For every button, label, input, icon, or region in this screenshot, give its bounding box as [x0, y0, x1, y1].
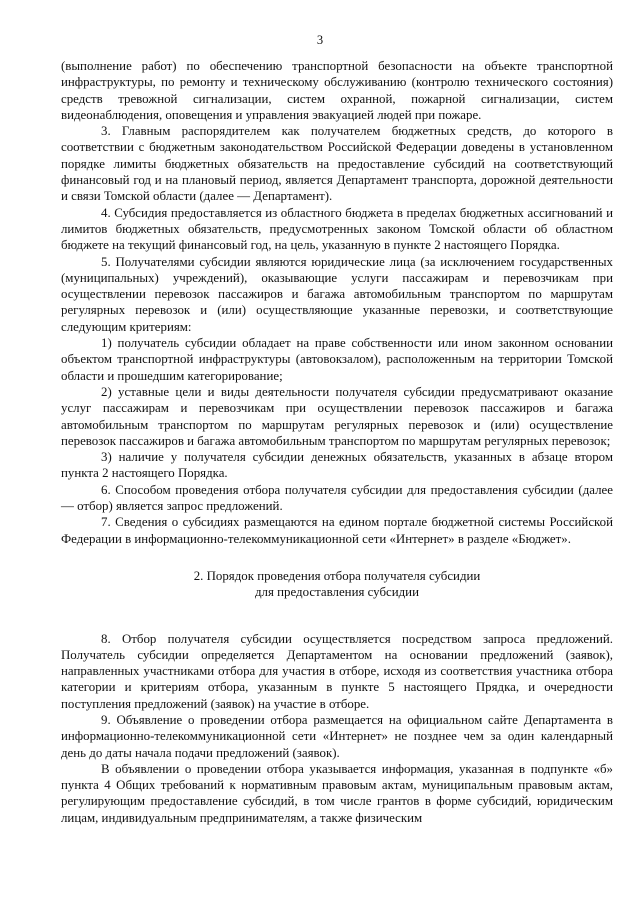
criterion-1: 1) получатель субсидии обладает на праве собственности или ином законном основании объектом транспортной инфраструктуры (автовокзалом), расположенным на территории Томской области и прошедшим категорирование; [61, 336, 613, 383]
paragraph-continuation: (выполнение работ) по обеспечению транспортной безопасности на объекте транспортной инфраструктуры, по ремонту и техническому обслуживанию (контролю технического состояния) средств тревожной сигнализации, систем охранной, пожарной сигнализации, систем видеонаблюдения, оповещения и управления эвакуацией людей при пожаре. [61, 59, 613, 122]
paragraph-5: 5. Получателями субсидии являются юридические лица (за исключением государственных (муниципальных) учреждений), оказывающие услуги пассажирам и перевозчикам при осуществлении перевозок пассажиров и багажа автомобильным транспортом по маршрутам регулярных перевозок и (или) осуществляющие указанные перевозки, и соответствующие следующим критериям: [61, 254, 613, 334]
document-body [61, 58, 613, 826]
section-heading-line-2: для предоставления субсидии [255, 585, 419, 600]
criterion-3: 3) наличие у получателя субсидии денежных обязательств, указанных в абзаце втором пункта 2 настоящего Порядка. [61, 450, 613, 481]
section-heading [61, 568, 613, 601]
paragraph-9-continuation: В объявлении о проведении отбора указывается информация, указанная в подпункте «б» пункта 4 Общих требований к нормативным правовым актам, муниципальным правовым актам, регулирующим предоставление субсидий, в том числе грантов в форме субсидий, юридическим лицам, индивидуальным предпринимателям, а также физическим [61, 761, 613, 825]
paragraph-9: 9. Объявление о проведении отбора размещается на официальном сайте Департамента в информационно-телекоммуникационной сети «Интернет» не позднее чем за один календарный день до даты начала подачи предложений (заявок). [61, 712, 613, 760]
paragraph-7: 7. Сведения о субсидиях размещаются на едином портале бюджетной системы Российской Федерации в информационно-телекоммуникационной сети «Интернет» в разделе «Бюджет». [61, 515, 613, 546]
paragraph-6: 6. Способом проведения отбора получателя субсидии для предоставления субсидии (далее — отбор) является запрос предложений. [61, 482, 613, 514]
page-number: 3 [316, 33, 324, 47]
paragraph-3: 3. Главным распорядителем как получателем бюджетных средств, до которого в соответствии с бюджетным законодательством Российской Федерации доведены в установленном порядке лимиты бюджетных обязательств на предоставление субсидий на соответствующий финансовый год и на плановый период, является Департамент транспорта, дорожной деятельности и связи Томской области (далее — Департамент). [61, 124, 613, 204]
paragraph-4: 4. Субсидия предоставляется из областного бюджета в пределах бюджетных ассигнований и лимитов бюджетных обязательств, предусмотренных законом Томской области об областном бюджете на текущий финансовый год, на цель, указанную в пункте 2 настоящего Порядка. [61, 205, 613, 253]
section-heading-line-1: 2. Порядок проведения отбора получателя субсидии [193, 568, 481, 583]
criterion-2: 2) уставные цели и виды деятельности получателя субсидии предусматривают оказание услуг пассажирам и перевозчикам при осуществлении перевозок пассажиров и багажа автомобильным транспортом по маршрутам регулярных перевозок и (или) осуществление перевозок пассажиров и багажа автомобильным транспортом по маршрутам регулярных перевозок; [61, 384, 613, 448]
paragraph-8: 8. Отбор получателя субсидии осуществляется посредством запроса предложений. Получатель субсидии определяется Департаментом на основании предложений (заявок), направленных участниками отбора для участия в отборе, исходя из соответствия участника отбора категории и критериям отбора, указанным в пункте 5 настоящего Прядка, и очередности поступления предложений (заявок) на участие в отборе. [61, 631, 613, 711]
